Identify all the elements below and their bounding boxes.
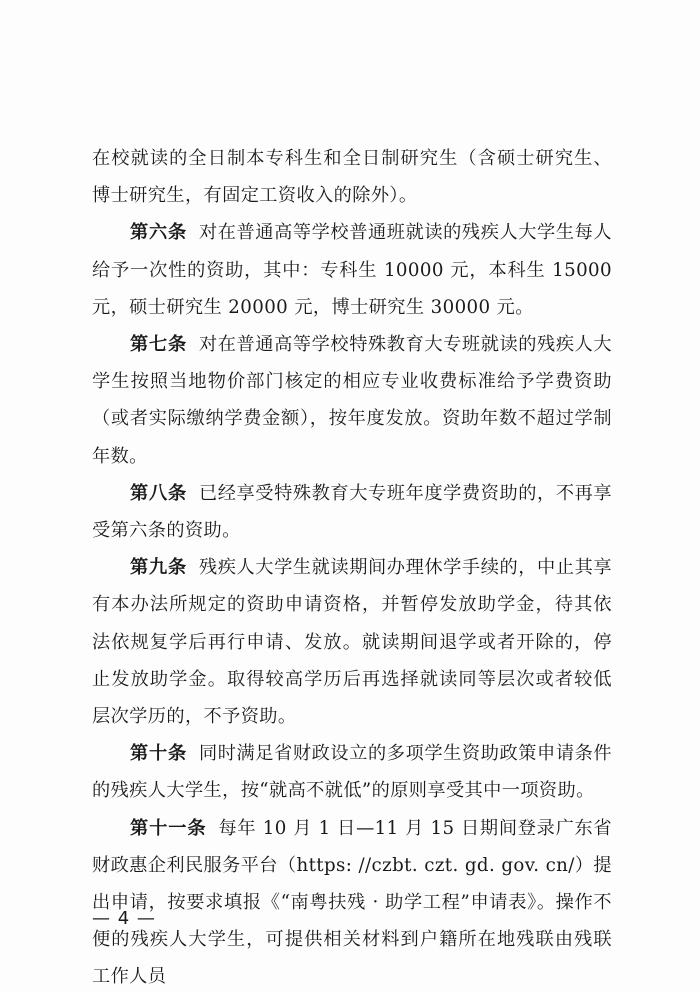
article-9-text: 残疾人大学生就读期间办理休学手续的，中止其享有本办法所规定的资助申请资格，并暂停发放助学金，待其依法依规复学后再行申请、发放。就读期间退学或者开除的，停止发放助学金。取得较高学历后再选择就读同等层次或者较低层次学历的，不予资助。	[92, 557, 612, 728]
article-8-label: 第八条	[130, 482, 187, 504]
article-9-label: 第九条	[130, 557, 187, 579]
article-11-label: 第十一条	[130, 817, 207, 839]
article-10-text: 同时满足省财政设立的多项学生资助政策申请条件的残疾人大学生，按“就高不就低”的原则享受其中一项资助。	[92, 743, 612, 802]
article-6-label: 第六条	[130, 222, 187, 244]
article-7-label: 第七条	[130, 334, 187, 356]
article-11-paragraph	[92, 810, 612, 996]
article-7-text: 对在普通高等学校特殊教育大专班就读的残疾人大学生按照当地物价部门核定的相应专业收费标准给予学费资助（或者实际缴纳学费金额），按年度发放。资助年数不超过学制年数。	[92, 334, 612, 467]
article-11-text: 每年 10 月 1 日—11 月 15 日期间登录广东省财政惠企利民服务平台（https: //czbt. czt. gd. gov. cn/）提出申请，按要求填报《“南粤扶残 · 助学工程”申请表》。操作不便的残疾人大学生，可提供相关材料到户籍所在地残联由残联工作人员	[92, 817, 612, 988]
article-6-text: 对在普通高等学校普通班就读的残疾人大学生每人给予一次性的资助，其中：专科生 10000 元，本科生 15000 元，硕士研究生 20000 元，博士研究生 30000 元。	[92, 222, 612, 318]
article-8-paragraph	[92, 475, 612, 549]
article-10-label: 第十条	[130, 743, 187, 765]
page-number: — 4 —	[92, 908, 156, 929]
article-7-paragraph	[92, 326, 612, 475]
article-6-paragraph	[92, 214, 612, 326]
document-body	[92, 140, 612, 996]
article-8-text: 已经享受特殊教育大专班年度学费资助的，不再享受第六条的资助。	[92, 482, 612, 542]
intro-paragraph	[92, 140, 612, 214]
intro-text: 在校就读的全日制本专科生和全日制研究生（含硕士研究生、博士研究生，有固定工资收入的除外）。	[92, 148, 612, 207]
article-10-paragraph	[92, 735, 612, 809]
article-9-paragraph	[92, 549, 612, 735]
